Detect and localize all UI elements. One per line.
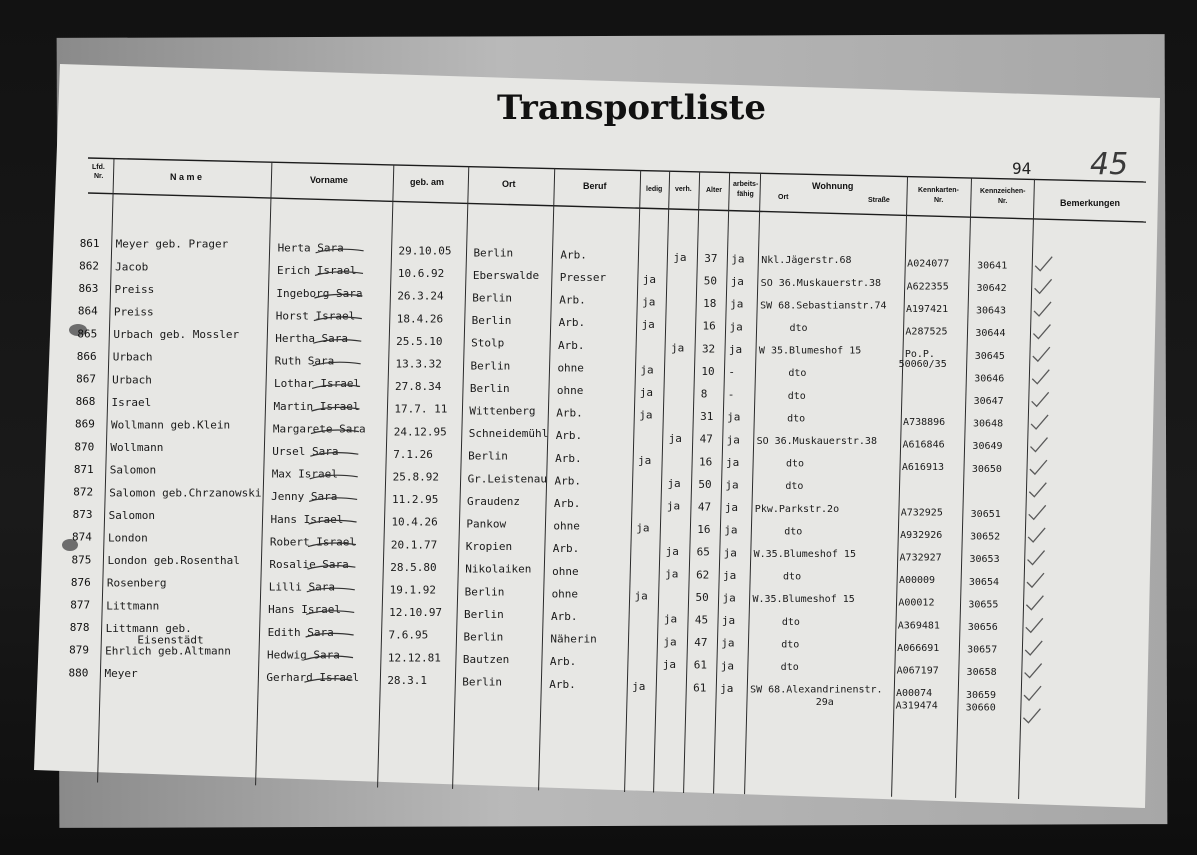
cell-kk: A00009 — [898, 575, 936, 587]
cell-beruf: Arb. — [549, 677, 576, 691]
cell-beruf: Presser — [559, 271, 607, 284]
cell-beruf: Arb. — [555, 451, 582, 465]
cell-name: Urbach — [112, 350, 153, 364]
cell-wohnung: W.35.Blumeshof 15 — [752, 594, 855, 606]
cell-geb: 29.10.05 — [398, 244, 452, 258]
cell-name: Salomon — [109, 463, 157, 477]
cell-kz: 30641 — [977, 260, 1008, 272]
cell-nr: 868 — [75, 395, 96, 409]
cell-verh: ja — [663, 635, 677, 649]
cell-alter: 61 — [693, 681, 707, 695]
cell-wohnung: Pkw.Parkstr.2o — [754, 503, 840, 515]
header-kennkarten-nr: Nr. — [934, 197, 944, 204]
header-wohnung-strasse: Straße — [868, 197, 890, 204]
cell-beruf: ohne — [557, 361, 584, 375]
cell-ort: Stolp — [471, 336, 505, 350]
cell-name: Meyer geb. Prager — [115, 237, 229, 251]
cell-ort: Berlin — [469, 381, 510, 395]
cell-geb: 28.3.1 — [387, 673, 428, 687]
cell-geb: 7.6.95 — [388, 628, 429, 642]
cell-wohnung: dto — [785, 458, 805, 470]
cell-vorname: Max Israel — [271, 467, 338, 481]
cell-alter: 16 — [699, 455, 713, 469]
cell-vorname: Ursel Sara — [272, 445, 339, 459]
cell-kk: A732927 — [899, 552, 942, 564]
cell-vorname: Lilli Sara — [268, 580, 335, 594]
cell-vorname: Ruth Sara — [274, 354, 335, 368]
cell-kz: 30660 — [965, 702, 996, 714]
cell-ort: Berlin — [462, 675, 503, 689]
cell-vorname: Ingeborg Sara — [276, 286, 363, 300]
cell-ort: Pankow — [466, 517, 507, 531]
cell-verh: ja — [665, 544, 679, 558]
cell-arb: ja — [729, 320, 743, 334]
cell-vorname: Hans Israel — [270, 512, 344, 526]
header-beruf: Beruf — [583, 181, 607, 191]
cell-kz: 30644 — [975, 328, 1006, 340]
cell-name: Urbach geb. Mossler — [113, 328, 240, 342]
cell-name: Salomon geb.Chrzanowski — [109, 486, 262, 500]
cell-kz: 30657 — [967, 644, 998, 656]
cell-alter: 47 — [697, 500, 712, 514]
cell-geb: 25.5.10 — [396, 334, 443, 348]
cell-beruf: Arb. — [552, 542, 580, 556]
cell-kk: A616913 — [901, 462, 945, 474]
cell-nr: 864 — [77, 304, 98, 318]
header-alter: Alter — [706, 187, 722, 194]
cell-geb: 25.8.92 — [392, 470, 439, 484]
pencil-number: 45 — [1090, 147, 1129, 182]
cell-arb: ja — [720, 681, 734, 695]
cell-verh: ja — [670, 341, 685, 355]
cell-nr: 880 — [68, 666, 89, 680]
cell-nr: 863 — [78, 282, 99, 296]
cell-alter: 47 — [699, 432, 713, 446]
header-geb: geb. am — [410, 177, 445, 187]
cell-ort: Berlin — [464, 607, 504, 621]
cell-vorname: Gerhard Israel — [266, 671, 360, 685]
cell-ledig: ja — [642, 272, 657, 286]
cell-beruf: ohne — [551, 587, 579, 601]
header-bemerkungen: Bemerkungen — [1060, 198, 1121, 208]
cell-kk: A00012 — [898, 597, 935, 609]
cell-alter: 45 — [694, 613, 709, 627]
cell-wohnung: dto — [787, 413, 806, 425]
cell-kk: A622355 — [906, 281, 949, 293]
cell-alter: 10 — [701, 364, 715, 378]
cell-kz: 30653 — [969, 554, 1000, 566]
cell-ort: Gr.Leistenau — [467, 472, 548, 486]
cell-ledig: ja — [642, 295, 656, 309]
cell-name: Urbach — [112, 373, 152, 387]
cell-wohnung: Nkl.Jägerstr.68 — [761, 255, 852, 267]
cell-arb: ja — [726, 433, 740, 447]
cell-beruf: Arb. — [550, 610, 578, 623]
cell-arb: ja — [725, 455, 740, 469]
cell-ledig: ja — [640, 363, 654, 377]
cell-vorname: Hans Israel — [268, 603, 342, 617]
cell-arb: ja — [724, 523, 738, 537]
cell-alter: 8 — [700, 387, 708, 401]
cell-ledig: ja — [638, 453, 652, 467]
cell-ort: Berlin — [463, 630, 504, 644]
document-title: Transportliste — [497, 88, 767, 128]
header-vorname: Vorname — [310, 175, 348, 185]
cell-kk: A00074 — [896, 688, 933, 700]
cell-nr: 869 — [74, 417, 95, 431]
cell-alter: 37 — [704, 251, 718, 265]
cell-beruf: Arb. — [555, 429, 583, 443]
cell-beruf: Arb. — [558, 316, 586, 330]
cell-verh: ja — [667, 477, 681, 491]
header-ledig: ledig — [646, 186, 663, 193]
cell-geb: 10.6.92 — [397, 267, 445, 281]
cell-arb: ja — [721, 614, 736, 628]
cell-name: Meyer — [104, 667, 138, 681]
page-number: 94 — [1012, 159, 1032, 178]
cell-arb: ja — [723, 546, 737, 560]
cell-arb: ja — [723, 568, 737, 582]
header-lfd-nr: Nr. — [94, 173, 104, 180]
cell-arb: ja — [727, 410, 741, 424]
cell-kk: A319474 — [895, 700, 938, 712]
cell-name: Littmann geb. — [105, 621, 192, 635]
cell-arb: ja — [730, 275, 744, 289]
cell-verh: ja — [663, 612, 678, 626]
cell-ledig: ja — [634, 589, 648, 603]
cell-name: Jacob — [115, 260, 149, 274]
cell-name: Ehrlich geb.Altmann — [105, 644, 231, 658]
cell-kz: 30651 — [970, 509, 1001, 521]
cell-ort: Berlin — [472, 291, 513, 305]
cell-alter: 16 — [697, 523, 711, 537]
header-kennzeichen: Kennzeichen- — [980, 188, 1026, 195]
cell-geb: 13.3.32 — [395, 357, 442, 371]
cell-wohnung: W.35.Blumeshof 15 — [753, 549, 856, 561]
cell-verh: ja — [665, 567, 679, 581]
cell-vorname: Margarete Sara — [272, 422, 366, 436]
cell-wohnung: dto — [780, 662, 799, 674]
cell-geb: 26.3.24 — [397, 289, 444, 303]
cell-name: Preiss — [113, 305, 154, 319]
cell-nr: 872 — [73, 485, 94, 499]
cell-alter: 32 — [701, 342, 716, 356]
cell-ort: Eberswalde — [472, 268, 540, 282]
cell-vorname: Hertha Sara — [275, 332, 349, 346]
cell-kz: 30655 — [968, 599, 999, 611]
cell-kk: A732925 — [900, 507, 943, 519]
cell-nr: 876 — [70, 575, 91, 589]
cell-wohnung: dto — [788, 368, 807, 380]
cell-geb: 19.1.92 — [389, 583, 437, 597]
cell-name: Wollmann geb.Klein — [110, 418, 231, 432]
cell-kz: 30658 — [966, 667, 997, 679]
header-verh: verh. — [675, 186, 692, 193]
cell-name: Wollmann — [110, 441, 164, 455]
cell-wohnung: dto — [789, 323, 808, 335]
cell-name: Littmann — [106, 599, 160, 613]
cell-vorname: Hedwig Sara — [266, 648, 340, 662]
cell-kz: 30649 — [972, 441, 1003, 453]
cell-ort: Berlin — [470, 359, 511, 373]
cell-alter: 65 — [696, 545, 710, 559]
cell-alter: 50 — [703, 274, 717, 288]
cell-name: Salomon — [108, 508, 155, 522]
cell-wohnung: dto — [783, 571, 802, 583]
cell-verh: ja — [668, 431, 682, 445]
cell-geb: 17.7. 11 — [394, 402, 448, 416]
cell-beruf: Arb. — [554, 474, 582, 488]
cell-vorname: Rosalie Sara — [269, 558, 349, 572]
cell-nr: 870 — [74, 440, 95, 454]
cell-nr: 861 — [79, 236, 100, 250]
cell-nr: 879 — [69, 643, 89, 657]
cell-vorname: Lothar Israel — [274, 377, 361, 391]
cell-nr: 874 — [72, 530, 92, 544]
cell-geb: 27.8.34 — [394, 380, 442, 394]
header-arbeits: arbeits- — [733, 181, 759, 188]
cell-ledig: ja — [636, 521, 650, 535]
cell-kk: A066691 — [897, 642, 940, 654]
cell-ledig: ja — [639, 408, 653, 422]
cell-vorname: Jenny Sara — [271, 490, 338, 504]
cell-beruf: ohne — [552, 564, 579, 578]
cell-name: Preiss — [114, 282, 155, 296]
cell-nr: 862 — [79, 259, 99, 273]
cell-beruf: Näherin — [550, 632, 597, 646]
cell-kk: A616846 — [902, 439, 945, 451]
cell-nr: 865 — [77, 327, 98, 341]
cell-wohnung-continued: 29a — [815, 697, 834, 709]
cell-name: London — [108, 531, 148, 545]
cell-kk: A932926 — [900, 529, 943, 541]
cell-wohnung: dto — [781, 616, 800, 628]
header-wohnung: Wohnung — [812, 181, 854, 191]
cell-ort: Bautzen — [462, 653, 510, 667]
header-lfd: Lfd. — [92, 164, 105, 171]
cell-nr: 873 — [72, 508, 93, 522]
cell-arb: ja — [720, 659, 734, 673]
cell-ort: Kropien — [465, 540, 513, 554]
cell-kz: 30646 — [974, 373, 1005, 385]
cell-wohnung: dto — [781, 639, 800, 651]
cell-kz: 30656 — [967, 622, 998, 634]
cell-ledig: ja — [632, 679, 646, 693]
cell-ort: Nikolaiken — [465, 562, 532, 576]
cell-geb: 11.2.95 — [392, 493, 439, 507]
cell-ort: Wittenberg — [469, 404, 536, 418]
cell-kk-continued: 50060/35 — [898, 359, 947, 371]
header-kennkarten: Kennkarten- — [918, 187, 959, 194]
cell-ort: Graudenz — [466, 494, 520, 508]
cell-geb: 18.4.26 — [396, 312, 444, 326]
cell-kk: A738896 — [903, 416, 946, 428]
cell-kk: A287525 — [905, 326, 948, 338]
cell-arb: ja — [730, 297, 744, 311]
cell-geb: 10.4.26 — [391, 515, 438, 529]
cell-kk: A024077 — [907, 258, 950, 270]
cell-wohnung: SW 68.Sebastianstr.74 — [760, 300, 887, 312]
cell-arb: - — [728, 365, 735, 379]
cell-geb: 12.12.81 — [387, 651, 441, 665]
cell-kz: 30650 — [971, 463, 1002, 475]
cell-geb: 7.1.26 — [393, 447, 433, 461]
cell-vorname: Erich Israel — [276, 264, 357, 278]
cell-beruf: Arb. — [556, 406, 583, 420]
cell-kz: 30643 — [975, 305, 1007, 317]
cell-wohnung: dto — [785, 481, 804, 493]
cell-name: Rosenberg — [106, 576, 167, 590]
cell-kz: 30645 — [974, 350, 1005, 362]
header-name: N a m e — [170, 172, 203, 182]
cell-alter: 31 — [700, 410, 714, 424]
cell-kz: 30647 — [973, 396, 1004, 408]
cell-wohnung: dto — [784, 526, 803, 538]
cell-nr: 871 — [73, 462, 94, 476]
cell-beruf: Arb. — [559, 293, 586, 307]
cell-kk: A197421 — [905, 303, 949, 315]
cell-wohnung: SO 36.Muskauerstr.38 — [756, 436, 877, 448]
cell-arb: ja — [724, 501, 739, 515]
header-kennzeichen-nr: Nr. — [998, 198, 1008, 205]
cell-arb: ja — [731, 252, 745, 266]
cell-arb: - — [727, 388, 735, 402]
cell-wohnung: SO 36.Muskauerstr.38 — [760, 277, 882, 289]
cell-arb: ja — [728, 342, 743, 356]
cell-arb: ja — [725, 478, 739, 492]
cell-beruf: Arb. — [558, 338, 585, 352]
cell-beruf: ohne — [553, 519, 580, 533]
cell-wohnung: dto — [787, 390, 806, 402]
cell-alter: 61 — [693, 658, 707, 672]
cell-alter: 16 — [702, 319, 716, 333]
cell-beruf: Arb. — [553, 497, 581, 510]
cell-kz: 30652 — [970, 531, 1001, 543]
cell-verh: ja — [662, 657, 676, 671]
cell-name: Israel — [111, 395, 152, 409]
cell-arb: ja — [722, 591, 736, 605]
cell-geb: 12.10.97 — [389, 606, 443, 620]
cell-nr: 878 — [69, 621, 90, 635]
header-wohnung-ort: Ort — [778, 194, 789, 201]
cell-alter: 18 — [703, 297, 717, 311]
cell-ort: Berlin — [473, 246, 514, 260]
cell-ledig: ja — [641, 318, 655, 332]
cell-beruf: Arb. — [560, 248, 587, 262]
cell-verh: ja — [673, 251, 687, 265]
cell-kk: A369481 — [897, 620, 940, 632]
header-faehig: fähig — [737, 191, 754, 198]
cell-vorname: Martin Israel — [273, 399, 360, 413]
cell-alter: 50 — [695, 590, 709, 604]
cell-kk: A067197 — [896, 665, 939, 677]
cell-kk: Po.P. — [904, 349, 935, 361]
cell-vorname: Robert Israel — [269, 535, 357, 549]
cell-vorname: Herta Sara — [277, 241, 344, 255]
cell-beruf: ohne — [556, 384, 584, 397]
cell-nr: 866 — [76, 349, 97, 363]
cell-wohnung: W 35.Blumeshof 15 — [758, 345, 862, 357]
header-ort: Ort — [502, 179, 516, 189]
cell-nr: 875 — [71, 553, 92, 567]
cell-vorname: Edith Sara — [267, 625, 334, 639]
cell-name: London geb.Rosenthal — [107, 554, 240, 568]
cell-kz: 30659 — [965, 689, 997, 701]
cell-ledig: ja — [639, 385, 654, 399]
cell-kz: 30654 — [968, 576, 1000, 588]
cell-wohnung: SW 68.Alexandrinenstr. — [750, 684, 883, 696]
cell-alter: 62 — [696, 568, 710, 582]
cell-verh: ja — [666, 499, 681, 513]
cell-kz: 30642 — [976, 283, 1007, 295]
cell-ort: Schneidemühl — [468, 427, 549, 441]
cell-beruf: Arb. — [549, 655, 577, 669]
cell-ort: Berlin — [471, 314, 512, 328]
cell-name-continued: Eisenstädt — [137, 633, 204, 647]
cell-geb: 20.1.77 — [390, 538, 438, 552]
cell-nr: 867 — [76, 372, 97, 386]
cell-geb: 24.12.95 — [393, 425, 447, 439]
cell-geb: 28.5.80 — [390, 560, 437, 574]
cell-kz: 30648 — [973, 418, 1004, 430]
cell-alter: 47 — [694, 636, 708, 650]
cell-alter: 50 — [698, 477, 712, 491]
cell-arb: ja — [721, 636, 735, 650]
cell-nr: 877 — [70, 598, 91, 612]
cell-ort: Berlin — [464, 585, 505, 599]
cell-ort: Berlin — [468, 449, 508, 463]
cell-vorname: Horst Israel — [275, 309, 356, 323]
